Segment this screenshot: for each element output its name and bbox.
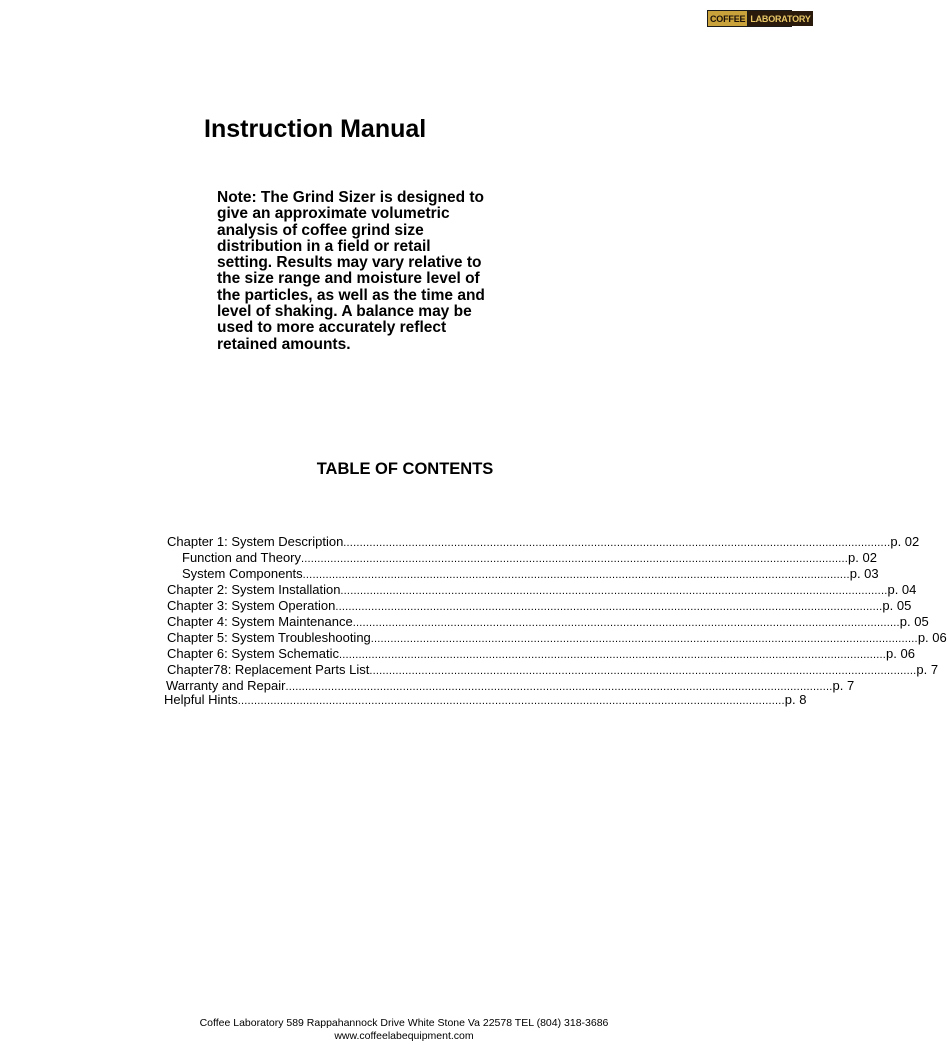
toc-entry-label: Chapter 5: System Troubleshooting bbox=[167, 630, 371, 645]
toc-entry-chapter-1 bbox=[167, 534, 920, 551]
toc-entry-page: p. 05 bbox=[882, 598, 912, 613]
toc-entry-page: p. 7 bbox=[916, 662, 939, 677]
toc-dot-leader bbox=[301, 552, 848, 567]
toc-dot-leader bbox=[339, 648, 886, 663]
toc-heading: TABLE OF CONTENTS bbox=[316, 460, 494, 478]
toc-dot-leader bbox=[335, 600, 882, 615]
toc-dot-leader bbox=[369, 664, 916, 679]
toc-entry-label: Chapter 4: System Maintenance bbox=[167, 614, 353, 629]
toc-entry-label: Chapter78: Replacement Parts List bbox=[167, 662, 370, 677]
toc-dot-leader bbox=[371, 632, 918, 647]
toc-entry-chapter-78 bbox=[167, 662, 939, 679]
logo-word-coffee: COFFEE bbox=[708, 11, 748, 26]
toc-entry-page: p. 02 bbox=[848, 550, 877, 565]
toc-entry-page: p. 06 bbox=[917, 630, 947, 645]
toc-entry-label: Helpful Hints bbox=[164, 692, 238, 707]
toc-dot-leader bbox=[238, 694, 785, 709]
toc-dot-leader bbox=[340, 584, 887, 599]
toc-entry-label: Chapter 2: System Installation bbox=[167, 582, 341, 597]
toc-entry-label: System Components bbox=[182, 566, 303, 581]
toc-entry-chapter-4 bbox=[167, 614, 929, 631]
toc-entry-label: Warranty and Repair bbox=[166, 678, 286, 693]
toc-entry-page: p. 7 bbox=[832, 678, 855, 693]
footer-website: www.coffeelabequipment.com bbox=[334, 1030, 474, 1042]
grind-sizer-note: Note: The Grind Sizer is designed to give an approximate volumetric analysis of coffee grind size distribution in a field or retail setting. Results may vary relative to the size range and moisture level of the particles, as well as the time and level of shaking. A balance may be used to more accurately reflect retained amounts. bbox=[217, 189, 485, 353]
toc-dot-leader bbox=[353, 616, 900, 631]
toc-entry-chapter-2 bbox=[167, 582, 917, 599]
company-logo bbox=[707, 10, 811, 27]
toc-entry-label: Chapter 3: System Operation bbox=[167, 598, 336, 613]
toc-entry-page: p. 06 bbox=[886, 646, 915, 661]
toc-entry-chapter-3 bbox=[167, 598, 912, 615]
footer-address: Coffee Laboratory 589 Rappahannock Drive White Stone Va 22578 TEL (804) 318-3686 bbox=[199, 1017, 609, 1029]
toc-entry-chapter-5 bbox=[167, 630, 947, 647]
toc-dot-leader bbox=[343, 536, 890, 551]
toc-entry-page: p. 05 bbox=[899, 614, 929, 629]
toc-entry-function-and-theory bbox=[182, 550, 877, 567]
toc-entry-system-components bbox=[182, 566, 879, 583]
toc-entry-chapter-6 bbox=[167, 646, 915, 663]
page-title: Instruction Manual bbox=[204, 115, 427, 143]
toc-entry-page: p. 03 bbox=[849, 566, 879, 581]
logo-word-laboratory: LABORATORY bbox=[748, 11, 812, 26]
toc-entry-page: p. 04 bbox=[887, 582, 917, 597]
toc-entry-page: p. 02 bbox=[890, 534, 920, 549]
toc-entry-label: Function and Theory bbox=[182, 550, 301, 565]
toc-entry-label: Chapter 6: System Schematic bbox=[167, 646, 339, 661]
toc-entry-helpful-hints bbox=[164, 692, 807, 709]
toc-entry-label: Chapter 1: System Description bbox=[167, 534, 344, 549]
toc-dot-leader bbox=[303, 568, 850, 583]
toc-entry-page: p. 8 bbox=[784, 692, 807, 707]
